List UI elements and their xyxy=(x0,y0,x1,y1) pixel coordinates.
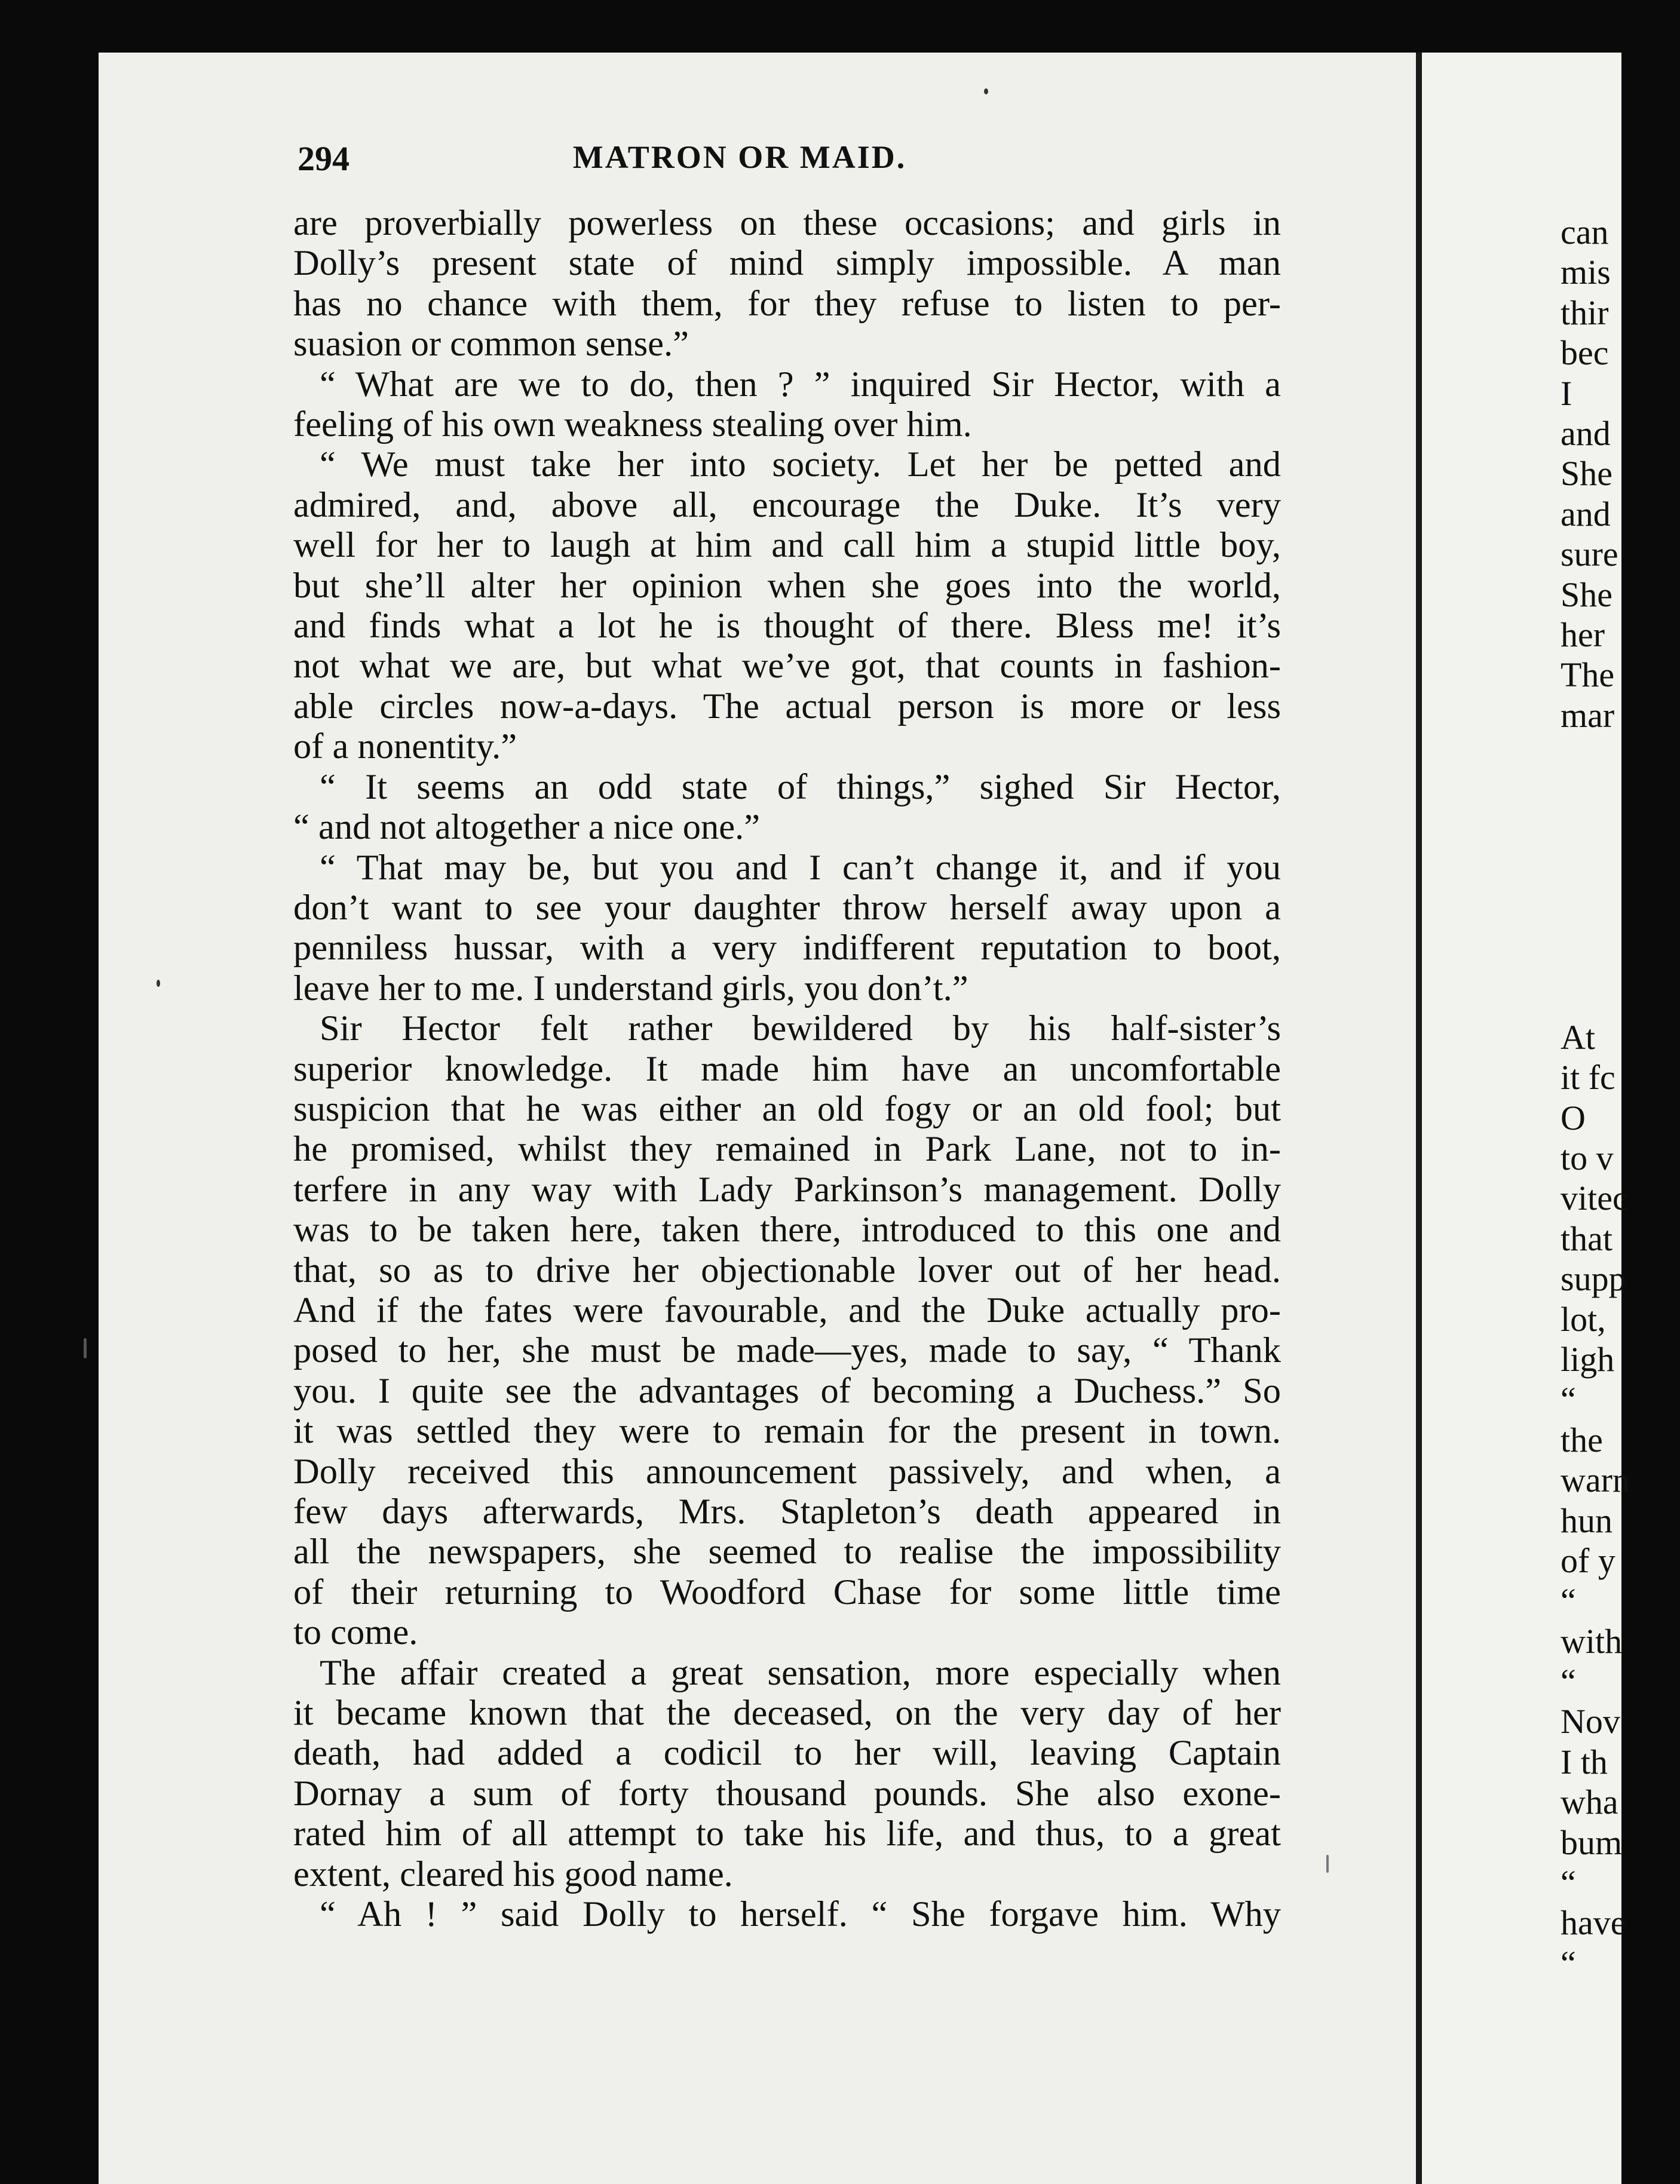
text-line: of a nonentity.” xyxy=(293,726,517,767)
text-line: death, had added a codicil to her will, leaving Captain xyxy=(293,1733,1281,1774)
text-line: “ It seems an odd state of things,” sighed Sir Hector, xyxy=(320,766,1281,807)
facing-page-fragment: I th xyxy=(1561,1742,1608,1781)
facing-page-fragment: “ xyxy=(1561,1581,1576,1621)
facing-page-fragment: to v xyxy=(1561,1138,1614,1177)
text-line: and finds what a lot he is thought of there. Bless me! it’s xyxy=(293,606,1281,646)
page-number: 294 xyxy=(298,139,350,178)
text-line: has no chance with them, for they refuse to listen to per- xyxy=(293,283,1281,324)
facing-page-fragment: “ xyxy=(1561,1863,1576,1903)
facing-page-fragment: She xyxy=(1561,575,1612,614)
facing-page-fragment: vitec xyxy=(1561,1179,1628,1218)
facing-page-fragment: Nov xyxy=(1561,1702,1620,1741)
text-line: to come. xyxy=(293,1612,418,1653)
text-line: “ Ah ! ” said Dolly to herself. “ She forgave him. Why xyxy=(320,1894,1281,1935)
page-header xyxy=(196,139,1283,180)
facing-page-fragment: can xyxy=(1561,213,1609,251)
text-line: terfere in any way with Lady Parkinson’s management. Dolly xyxy=(293,1169,1281,1210)
facing-page-fragment: She xyxy=(1561,454,1612,493)
text-line: but she’ll alter her opinion when she goes into the world, xyxy=(293,565,1281,606)
facing-page-fragment: mis xyxy=(1561,253,1611,292)
text-line: all the newspapers, she seemed to realise the impossibility xyxy=(293,1532,1281,1572)
facing-page-fragment: “ xyxy=(1561,1380,1576,1419)
facing-page-fragment: of y xyxy=(1561,1541,1615,1580)
text-line: “ We must take her into society. Let her be petted and xyxy=(320,444,1281,485)
paper-speck xyxy=(157,980,160,987)
facing-page-fragment: bec xyxy=(1561,333,1609,373)
text-line: are proverbially powerless on these occasions; and girls in xyxy=(293,203,1281,243)
text-line: “ That may be, but you and I can’t change it, and if you xyxy=(320,847,1281,888)
text-line: don’t want to see your daughter throw herself away upon a xyxy=(293,887,1281,928)
facing-page-fragment: At xyxy=(1561,1017,1595,1057)
text-line: not what we are, but what we’ve got, that counts in fashion- xyxy=(293,646,1281,686)
text-line: that, so as to drive her objectionable lover out of her head. xyxy=(293,1250,1281,1290)
facing-page-fragment: mar xyxy=(1561,695,1615,735)
text-line: rated him of all attempt to take his life, and thus, to a great xyxy=(293,1814,1281,1854)
facing-page-fragment: supp xyxy=(1561,1259,1626,1299)
text-line: admired, and, above all, encourage the Duke. It’s very xyxy=(293,484,1281,525)
facing-page-fragment: and xyxy=(1561,494,1611,533)
text-line: The affair created a great sensation, more especially when xyxy=(320,1652,1281,1693)
paper-speck xyxy=(984,88,988,94)
text-line: suspicion that he was either an old fogy or an old fool; but xyxy=(293,1088,1281,1129)
text-line: “ What are we to do, then ? ” inquired Sir Hector, with a xyxy=(320,364,1281,404)
text-line: suasion or common sense.” xyxy=(293,324,689,364)
text-line: of their returning to Woodford Chase for some little time xyxy=(293,1572,1281,1612)
facing-page-fragment: that xyxy=(1561,1219,1612,1258)
text-line: few days afterwards, Mrs. Stapleton’s death appeared in xyxy=(293,1492,1281,1532)
facing-page-fragment: warn xyxy=(1561,1461,1630,1500)
text-line: penniless hussar, with a very indifferent reputation to boot, xyxy=(293,928,1281,968)
text-line: it became known that the deceased, on the very day of her xyxy=(293,1693,1281,1734)
paper-speck xyxy=(1326,1855,1329,1873)
facing-page-fragment: “ xyxy=(1561,1662,1576,1701)
text-line: Sir Hector felt rather bewildered by his half-sister’s xyxy=(320,1008,1281,1049)
facing-page-fragment: sure xyxy=(1561,535,1618,574)
text-line: well for her to laugh at him and call him a stupid little boy, xyxy=(293,525,1281,566)
text-line: Dornay a sum of forty thousand pounds. She also exone- xyxy=(293,1773,1281,1814)
text-line: leave her to me. I understand girls, you don’t.” xyxy=(293,968,968,1008)
text-line: And if the fates were favourable, and the Duke actually pro- xyxy=(293,1290,1281,1330)
facing-page-fragment: O xyxy=(1561,1098,1586,1137)
facing-page-fragment: I xyxy=(1561,373,1572,413)
facing-page-fragment: it fc xyxy=(1561,1058,1615,1097)
facing-page-fragment: thir xyxy=(1561,293,1609,332)
text-line: feeling of his own weakness stealing over him. xyxy=(293,404,972,445)
text-line: superior knowledge. It made him have an uncomfortable xyxy=(293,1048,1281,1089)
facing-page-fragment: her xyxy=(1561,615,1605,654)
text-line: he promised, whilst they remained in Park Lane, not to in- xyxy=(293,1129,1281,1170)
facing-page-fragment: have xyxy=(1561,1903,1626,1943)
text-line: “ and not altogether a nice one.” xyxy=(293,807,761,848)
running-title: MATRON OR MAID. xyxy=(572,139,907,175)
text-line: able circles now-a-days. The actual person is more or less xyxy=(293,686,1281,726)
text-line: was to be taken here, taken there, introduced to this one and xyxy=(293,1210,1281,1250)
facing-page-fragment: ligh xyxy=(1561,1339,1615,1379)
facing-page-fragment: bum xyxy=(1561,1823,1623,1862)
facing-page-fragment: “ xyxy=(1561,1943,1576,1983)
facing-page-fragment: wha xyxy=(1561,1783,1618,1822)
text-line: it was settled they were to remain for the present in town. xyxy=(293,1411,1281,1452)
text-line: Dolly’s present state of mind simply impossible. A man xyxy=(293,243,1281,284)
facing-page-fragment: hun xyxy=(1561,1501,1612,1540)
body-text xyxy=(293,203,1281,1934)
paper-speck xyxy=(84,1338,87,1358)
facing-page-text xyxy=(1561,212,1680,1983)
text-line: extent, cleared his good name. xyxy=(293,1854,733,1894)
facing-page-fragment: The xyxy=(1561,655,1615,695)
facing-page-fragment: the xyxy=(1561,1420,1603,1459)
text-line: you. I quite see the advantages of becoming a Duchess.” So xyxy=(293,1370,1281,1411)
text-line: Dolly received this announcement passively, and when, a xyxy=(293,1451,1281,1492)
facing-page-fragment: and xyxy=(1561,413,1611,453)
facing-page-fragment: lot, xyxy=(1561,1299,1606,1339)
facing-page-fragment: with xyxy=(1561,1621,1623,1661)
text-line: posed to her, she must be made—yes, made to say, “ Thank xyxy=(293,1330,1281,1371)
